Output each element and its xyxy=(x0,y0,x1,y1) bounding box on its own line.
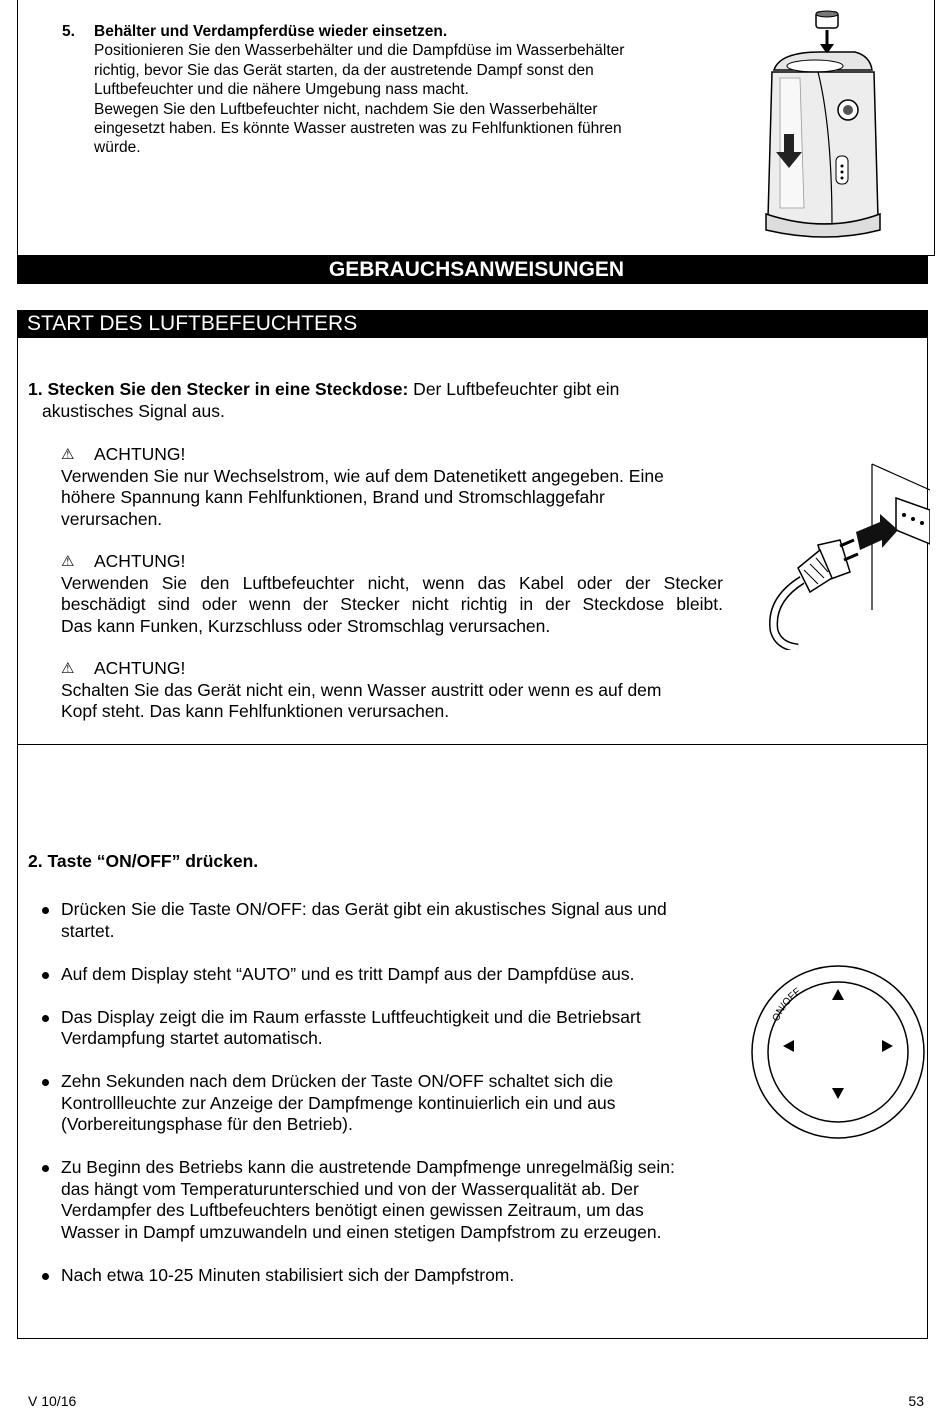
warning-line: Verwenden Sie nur Wechselstrom, wie auf dem Datenetikett angegeben. Eine xyxy=(61,465,664,486)
warning-title: ACHTUNG! xyxy=(94,658,186,678)
step5-line: Bewegen Sie den Luftbefeuchter nicht, nachdem Sie den Wasserbehälter xyxy=(94,100,598,118)
warning-line: Kopf steht. Das kann Fehlfunktionen verursachen. xyxy=(61,701,450,721)
step5-block xyxy=(62,22,702,158)
footer-version: V 10/16 xyxy=(28,1393,77,1409)
warning-line: Verwenden Sie den Luftbefeuchter nicht, wenn das Kabel oder der Stecker xyxy=(61,572,723,593)
step5-line: eingesetzt haben. Es könnte Wasser austreten was zu Fehlfunktionen führen xyxy=(94,120,622,138)
humidifier-tank-illustration xyxy=(760,8,890,248)
step2-heading: 2. Taste “ON/OFF” drücken. xyxy=(28,851,259,871)
step5-heading: Behälter und Verdampferdüse wieder einsetzen. xyxy=(94,23,448,40)
warning-line: verursachen. xyxy=(61,508,163,529)
onoff-label: ON/OFF xyxy=(770,986,803,1024)
step1-text: Der Luftbefeuchter gibt ein xyxy=(408,379,620,399)
warning-icon: ⚠ xyxy=(61,553,75,570)
bullet-dot-icon xyxy=(42,907,49,914)
page-banner xyxy=(17,256,928,284)
list-item: Nach etwa 10-25 Minuten stabilisiert sich der Dampfstrom. xyxy=(42,1265,732,1287)
page-number: 53 xyxy=(908,1393,924,1409)
list-item: Auf dem Display steht “AUTO” und es tritt Dampf aus der Dampfdüse aus. xyxy=(42,964,732,986)
warning-block xyxy=(61,551,723,637)
step1-heading: 1. Stecken Sie den Stecker in eine Steckdose: xyxy=(28,379,409,399)
step2-bullet-list xyxy=(42,899,732,1308)
warning-line: beschädigt sind oder wenn der Stecker nicht richtig in der Steckdose bleibt. xyxy=(61,594,723,614)
section-title: START DES LUFTBEFEUCHTERS xyxy=(17,310,928,338)
bullet-dot-icon xyxy=(42,1273,49,1280)
step5-line: Positionieren Sie den Wasserbehälter und die Dampfdüse im Wasserbehälter xyxy=(94,42,625,60)
step1-text-cont: akustisches Signal aus. xyxy=(42,400,225,421)
warning-line: Das kann Funken, Kurzschluss oder Stromschlag verursachen. xyxy=(61,615,551,636)
warning-title: ACHTUNG! xyxy=(94,444,186,464)
step5-line: Luftbefeuchter und die nähere Umgebung nass macht. xyxy=(94,81,469,99)
bullet-dot-icon xyxy=(42,972,49,979)
list-item: Das Display zeigt die im Raum erfasste Luftfeuchtigkeit und die Betriebsart Verdampfung startet automatisch. xyxy=(42,1007,732,1050)
warning-icon: ⚠ xyxy=(61,446,75,463)
warning-block xyxy=(61,658,723,723)
bullet-dot-icon xyxy=(42,1015,49,1022)
bullet-dot-icon xyxy=(42,1079,49,1086)
list-item: Drücken Sie die Taste ON/OFF: das Gerät gibt ein akustisches Signal aus und startet. xyxy=(42,899,732,942)
banner-title: GEBRAUCHSANWEISUNGEN xyxy=(328,258,625,281)
warning-line: Schalten Sie das Gerät nicht ein, wenn Wasser austritt oder wenn es auf dem xyxy=(61,679,662,700)
step5-line: richtig, bevor Sie das Gerät starten, da der austretende Dampf sonst den xyxy=(94,61,594,79)
bullet-dot-icon xyxy=(42,1165,49,1172)
warning-line: höhere Spannung kann Fehlfunktionen, Brand und Stromschlaggefahr xyxy=(61,487,605,507)
list-item: Zehn Sekunden nach dem Drücken der Taste ON/OFF schaltet sich die Kontrollleuchte zur Anzeige der Dampfmenge kontinuierlich ein und aus (Vorbereitungsphase für den Betrieb). xyxy=(42,1071,732,1136)
warning-icon: ⚠ xyxy=(61,660,75,677)
step5-number: 5. xyxy=(62,23,75,40)
control-dial-illustration xyxy=(748,962,928,1142)
warning-block xyxy=(61,444,723,530)
step5-line: würde. xyxy=(94,139,141,157)
step1-block xyxy=(28,379,728,422)
list-item: Zu Beginn des Betriebs kann die austretende Dampfmenge unregelmäßig sein: das hängt vom Temperaturunterschied und von der Wasserqualität ab. Der Verdampfer des Luftbefeuchters benötigt einen gewissen Zeitraum, um das Wasser in Dampf umzuwandeln und einen stetigen Dampfstrom zu erzeugen. xyxy=(42,1157,732,1243)
warning-title: ACHTUNG! xyxy=(94,551,186,571)
plug-socket-illustration xyxy=(768,460,930,650)
